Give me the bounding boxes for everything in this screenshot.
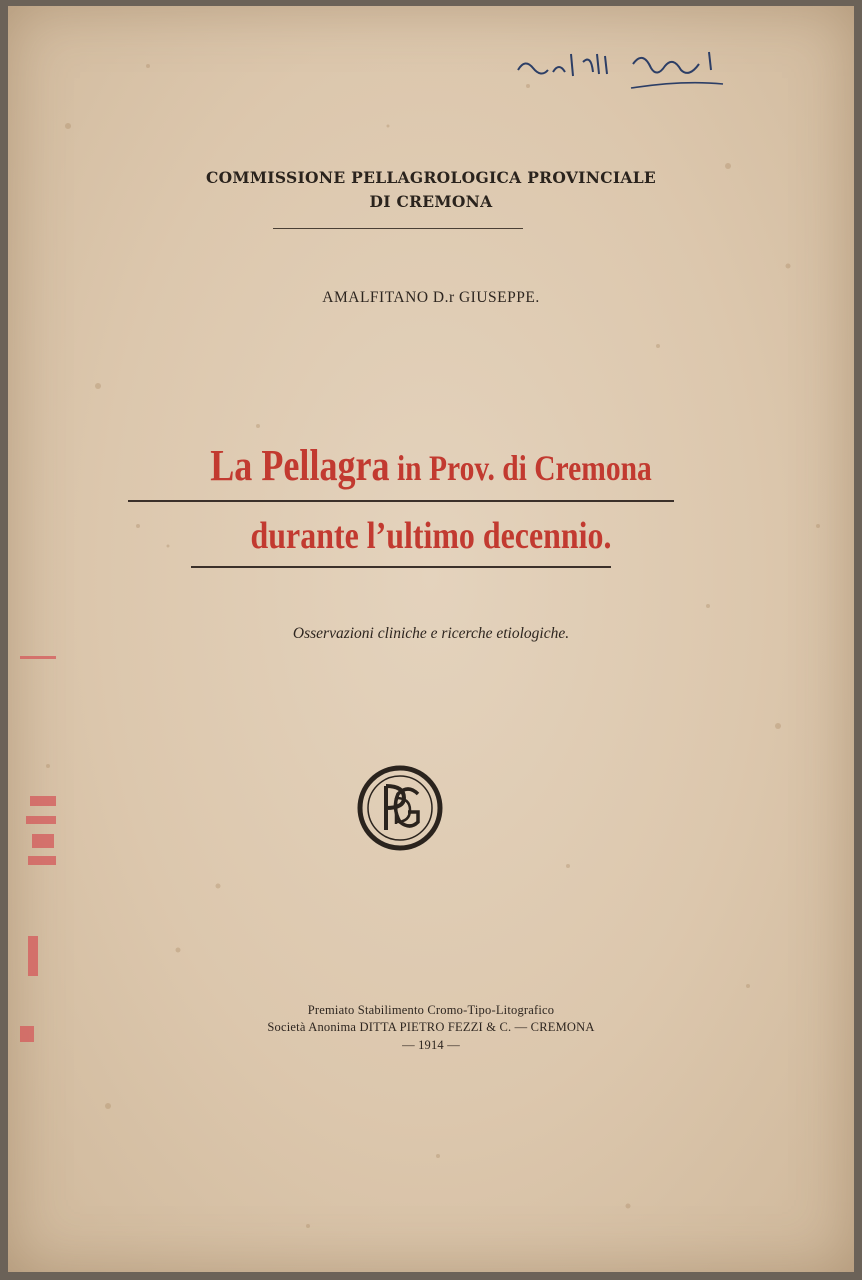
handwritten-note [513, 40, 743, 100]
commission-name: COMMISSIONE PELLAGROLOGICA PROVINCIALE [205, 168, 657, 187]
subtitle: Osservazioni cliniche e ricerche etiologiche. [292, 625, 570, 642]
title-underline-1 [128, 500, 674, 502]
title-part-1: La Pellagra [210, 441, 390, 490]
book-cover [8, 6, 854, 1272]
title-part-3: Prov. di Cremona [428, 448, 652, 488]
printer-line-2: Società Anonima DITTA PIETRO FEZZI & C. — CREMONA [267, 1020, 595, 1034]
printer-line-1: Premiato Stabilimento Cromo-Tipo-Litografico [307, 1003, 555, 1017]
title-underline-2 [191, 566, 611, 568]
publication-year: — 1914 — [402, 1038, 460, 1052]
title-line-2: durante l’ultimo decennio. [250, 515, 612, 557]
publisher-monogram-icon [356, 764, 444, 852]
header-divider [273, 228, 523, 229]
title-line-1 [84, 440, 778, 491]
title-part-2: in [389, 448, 429, 488]
author-name: AMALFITANO D.r GIUSEPPE. [322, 289, 540, 306]
commission-city: DI CREMONA [369, 192, 493, 211]
